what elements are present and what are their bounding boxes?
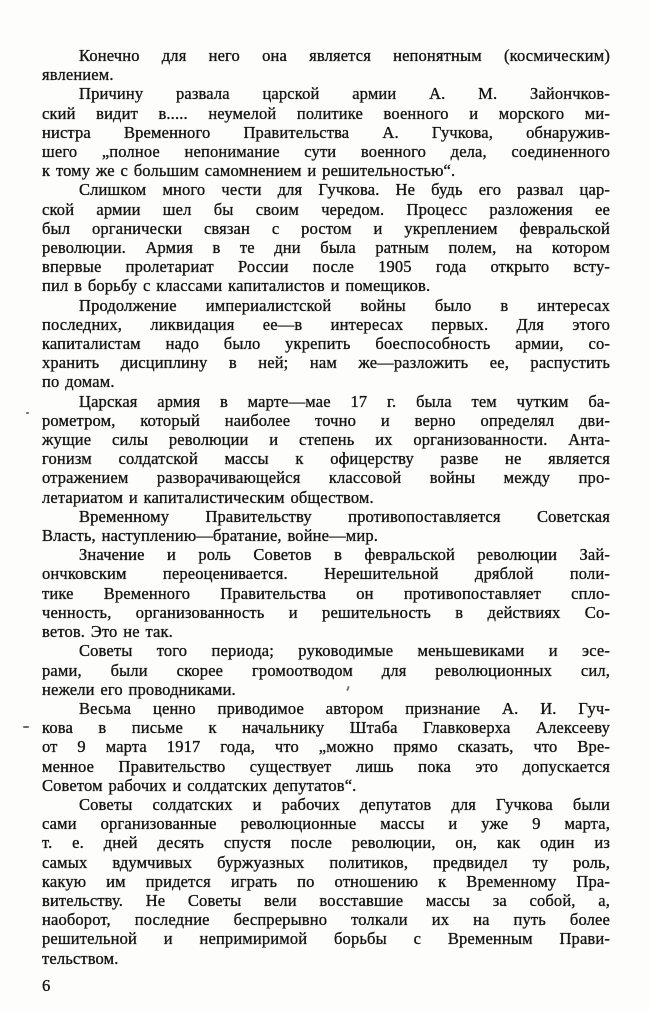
text-line: революции. Армия в те дни была ратным полем, на котором — [42, 238, 610, 258]
text-line: хранить дисциплину в ней; нам же—разложить ее, распустить — [42, 353, 610, 373]
paragraph — [42, 545, 610, 641]
text-line: Весьма ценно приводимое автором признание А. И. Гуч- — [79, 698, 610, 718]
text-line: Советы солдатских и рабочих депутатов для Гучкова были — [79, 794, 610, 814]
text-line: ветов. Это не так. — [42, 622, 173, 642]
text-line: тельством. — [42, 948, 119, 968]
text-line: гонизм солдатской массы к офицерству разве не является — [42, 449, 610, 469]
paragraph — [42, 795, 610, 968]
paragraph — [42, 641, 610, 699]
text-line: Продолжение империалистской войны было в интересах — [79, 295, 610, 315]
text-line: к тому же с большим самомнением и решительностью“. — [42, 161, 456, 181]
text-line: летариатом и капиталистическим обществом. — [42, 487, 374, 507]
paragraph — [42, 84, 610, 180]
text-line: ончковским переоценивается. Нерешительной дряблой поли- — [42, 564, 610, 584]
text-line: капиталистам надо было укрепить боеспособность армии, со- — [42, 334, 610, 354]
text-line: шего „полное непонимание сути военного дела, соединенного — [42, 142, 610, 162]
text-line: по домам. — [42, 372, 115, 392]
text-line: Царская армия в марте—мае 17 г. была тем чутким ба- — [79, 391, 610, 411]
paragraph — [42, 507, 610, 545]
text-line: кова в письме к начальнику Штаба Главковерха Алексееву — [42, 718, 610, 738]
paragraph — [42, 180, 610, 295]
text-line: менное Правительство существует лишь пока это допускается — [42, 756, 610, 776]
text-line: был органически связан с ростом и укреплением февральской — [42, 218, 610, 238]
text-line: Причину развала царской армии А. М. Зайончков- — [79, 84, 610, 104]
text-line: Советом рабочих и солдатских депутатов“. — [42, 775, 357, 795]
text-line: жущие силы революции и степень их организованности. Анта- — [42, 430, 610, 450]
text-line: впервые пролетариат России после 1905 года открыто всту- — [42, 257, 610, 277]
text-line: наоборот, последние беспрерывно толкали их на путь более — [42, 910, 610, 930]
text-line: Власть, наступлению—братание, войне—мир. — [42, 526, 379, 546]
text-line: ченность, организованность и решительность в действиях Со- — [42, 602, 610, 622]
text-line: отражением разворачивающейся классовой войны между про- — [42, 468, 610, 488]
paragraph — [42, 296, 610, 392]
text-line: пил в борьбу с классами капиталистов и помещиков. — [42, 276, 431, 296]
paragraph — [42, 46, 610, 84]
text-line: ский видит в..... неумелой политике военного и морского ми- — [42, 103, 610, 123]
text-line: рометром, который наиболее точно и верно определял дви- — [42, 410, 610, 430]
text-line: Слишком много чести для Гучкова. Не будь его развал цар- — [79, 180, 610, 200]
text-line: вительству. Не Советы вели восставшие массы за собой, а, — [42, 890, 610, 910]
text-line: т. е. дней десять спустя после революции, он, как один из — [42, 833, 610, 853]
text-line: какую им придется играть по отношению к Временному Пра- — [42, 871, 610, 891]
text-line: Советы того периода; руководимые меньшевиками и эсе- — [79, 641, 610, 661]
paragraph — [42, 392, 610, 507]
page-number: 6 — [42, 976, 51, 995]
text-line: от 9 марта 1917 года, что „можно прямо сказать, что Вре- — [42, 737, 610, 757]
text-line: последних, ликвидация ее—в интересах первых. Для этого — [42, 314, 610, 334]
text-line: Конечно для него она является непонятным (космическим) — [79, 46, 610, 65]
text-line: явлением. — [42, 65, 114, 85]
text-line: рами, были скорее громоотводом для революционных сил, — [42, 660, 610, 680]
text-line: Временному Правительству противопоставляется Советская — [79, 506, 610, 526]
scan-speck — [26, 412, 29, 414]
text-line: тике Временного Правительства он противопоставляет спло- — [42, 583, 610, 603]
text-line: сами организованные революционные массы и уже 9 марта, — [42, 814, 610, 834]
text-line: самых вдумчивых буржуазных политиков, предвидел ту роль, — [42, 852, 610, 872]
paragraph — [42, 699, 610, 795]
text-line: ской армии шел бы своим чередом. Процесс разложения ее — [42, 199, 610, 219]
scan-dash — [23, 726, 29, 728]
text-line: нежели его проводниками. — [42, 679, 236, 699]
text-line: Значение и роль Советов в февральской революции Зай- — [79, 545, 610, 565]
page-text — [42, 46, 610, 968]
text-line: нистра Временного Правительства А. Гучкова, обнаружив- — [42, 122, 610, 142]
text-line: решительной и непримиримой борьбы с Временным Прави- — [42, 929, 610, 949]
